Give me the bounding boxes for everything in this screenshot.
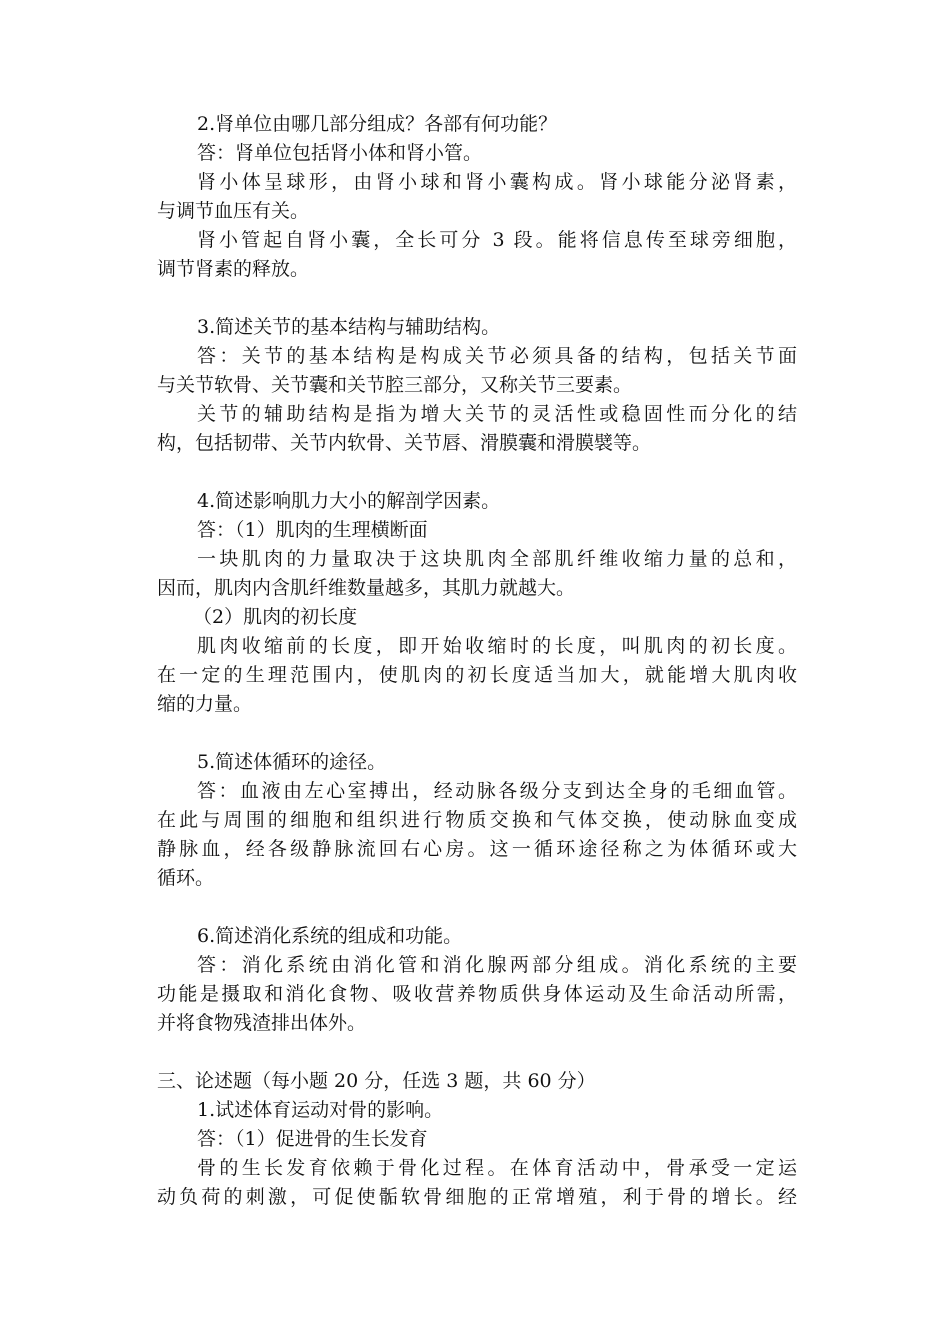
answer-2-line-4: 肾小管起自肾小囊，全长可分 3 段。能将信息传至球旁细胞， — [197, 229, 797, 251]
answer-2-line-3: 与调节血压有关。 — [157, 200, 310, 222]
answer-2-line-1: 答：肾单位包括肾小体和肾小管。 — [197, 142, 483, 164]
question-2-title: 2.肾单位由哪几部分组成？各部有何功能？ — [197, 113, 558, 135]
answer-4-line-4: （2）肌肉的初长度 — [193, 606, 358, 628]
section-3-answer-1-line-1: 答：（1）促进骨的生长发育 — [197, 1128, 428, 1150]
paragraph-gap — [157, 719, 797, 748]
answer-2-line-5: 调节肾素的释放。 — [157, 258, 310, 280]
answer-3-line-2: 与关节软骨、关节囊和关节腔三部分，又称关节三要素。 — [157, 374, 633, 396]
answer-6-line-3: 并将食物残渣排出体外。 — [157, 1012, 367, 1034]
answer-3-line-3: 关节的辅助结构是指为增大关节的灵活性或稳固性而分化的结 — [197, 403, 797, 425]
answer-3-line-1: 答：关节的基本结构是构成关节必须具备的结构，包括关节面 — [197, 345, 797, 367]
answer-4-line-2: 一块肌肉的力量取决于这块肌肉全部肌纤维收缩力量的总和， — [197, 548, 797, 570]
paragraph-gap — [157, 893, 797, 922]
answer-5-line-3: 静脉血，经各级静脉流回右心房。这一循环途径称之为体循环或大 — [157, 838, 797, 860]
answer-3-line-4: 构，包括韧带、关节内软骨、关节唇、滑膜囊和滑膜襞等。 — [157, 432, 652, 454]
question-4-title: 4.简述影响肌力大小的解剖学因素。 — [197, 490, 501, 512]
question-6-title: 6.简述消化系统的组成和功能。 — [197, 925, 463, 947]
answer-2-line-2: 肾小体呈球形，由肾小球和肾小囊构成。肾小球能分泌肾素， — [197, 171, 797, 193]
answer-5-line-4: 循环。 — [157, 867, 215, 889]
paragraph-gap — [157, 1038, 797, 1067]
answer-5-line-2: 在此与周围的细胞和组织进行物质交换和气体交换，使动脉血变成 — [157, 809, 797, 831]
answer-5-line-1: 答：血液由左心室搏出，经动脉各级分支到达全身的毛细血管。 — [197, 780, 797, 802]
answer-6-line-1: 答：消化系统由消化管和消化腺两部分组成。消化系统的主要 — [197, 954, 797, 976]
paragraph-gap — [157, 284, 797, 313]
answer-4-line-6: 在一定的生理范围内，使肌肉的初长度适当加大，就能增大肌肉收 — [157, 664, 797, 686]
question-3-title: 3.简述关节的基本结构与辅助结构。 — [197, 316, 501, 338]
answer-4-line-3: 因而，肌肉内含肌纤维数量越多，其肌力就越大。 — [157, 577, 576, 599]
section-3-answer-1-line-2: 骨的生长发育依赖于骨化过程。在体育活动中，骨承受一定运 — [197, 1157, 797, 1179]
section-3-heading: 三、论述题（每小题 20 分，任选 3 题，共 60 分） — [157, 1070, 596, 1092]
section-3-question-1-title: 1.试述体育运动对骨的影响。 — [197, 1099, 444, 1121]
document-body — [157, 110, 797, 1212]
answer-4-line-7: 缩的力量。 — [157, 693, 253, 715]
answer-4-line-5: 肌肉收缩前的长度，即开始收缩时的长度，叫肌肉的初长度。 — [197, 635, 797, 657]
paragraph-gap — [157, 458, 797, 487]
question-5-title: 5.简述体循环的途径。 — [197, 751, 387, 773]
answer-4-line-1: 答：（1）肌肉的生理横断面 — [197, 519, 428, 541]
section-3-answer-1-line-3: 动负荷的刺激，可促使骺软骨细胞的正常增殖，利于骨的增长。经 — [157, 1186, 797, 1208]
answer-6-line-2: 功能是摄取和消化食物、吸收营养物质供身体运动及生命活动所需， — [157, 983, 797, 1005]
